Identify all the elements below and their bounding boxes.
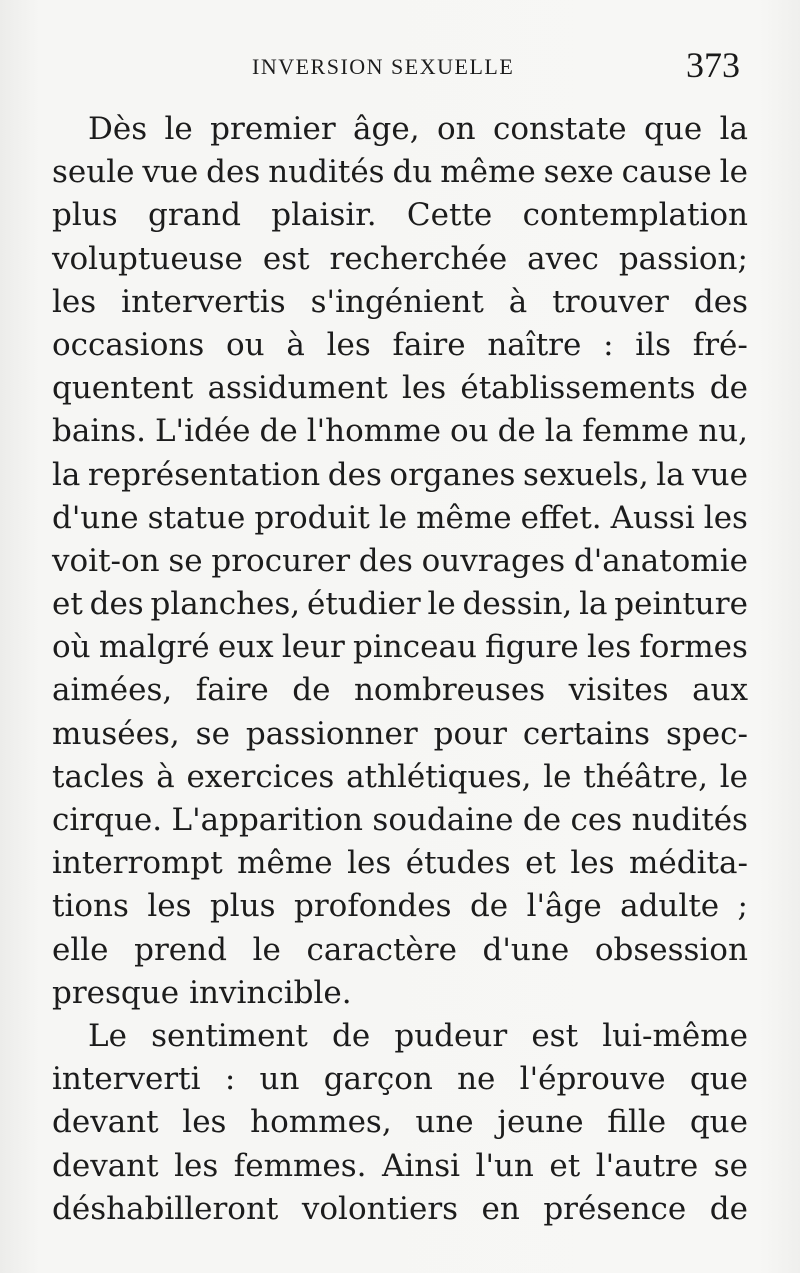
word: les [52,283,97,320]
word: hommes, [250,1104,392,1141]
word: étudier [306,586,421,623]
text-line [52,108,748,151]
word: vue [692,456,748,493]
word: ou [225,326,265,363]
word: interrompt [52,845,223,882]
word: l'homme [306,413,441,450]
word: intervertis [121,283,286,320]
word: de [497,413,536,450]
word: même [416,499,512,536]
word: exercices [186,758,335,795]
word: la [656,456,685,493]
word: Le [88,1017,127,1054]
word: que [689,1061,748,1098]
word: femme [582,413,690,450]
word: le [719,758,748,795]
word: lui-même [602,1017,748,1054]
word: où [52,629,91,666]
word: dessin, [462,586,573,623]
word: cirque. [52,802,163,838]
word: des [327,456,382,493]
word: statue [147,499,246,536]
text-line [52,1015,748,1058]
word: : [603,326,614,363]
word: des [206,154,261,191]
word: représentation [87,456,321,493]
running-head [0,45,800,88]
word: plus [209,888,276,925]
word: l'un [475,1147,534,1184]
word: est [262,240,310,277]
word: tions [52,888,129,925]
word: assidument [207,370,388,407]
word: tacles [52,758,145,795]
word: leur [281,629,345,666]
word: fille [607,1104,667,1141]
word: visites [568,672,669,709]
word: profondes [294,888,452,925]
word: nudités [631,802,748,838]
word: du [392,154,433,191]
word: produit [254,499,370,536]
word: athlétiques, [346,758,532,795]
word: des [89,586,144,623]
text-line [52,842,748,885]
word: voluptueuse [52,240,243,277]
word: pour [433,715,507,752]
body-text [52,108,748,1231]
word: d'une [52,499,139,536]
word: se [168,542,203,579]
word: interverti [52,1061,201,1098]
text-line [52,713,748,756]
word: contemplation [522,197,748,234]
word: : [224,1061,236,1098]
text-line [52,194,748,237]
text-line [52,885,748,928]
word: devant [52,1147,159,1184]
word: nudités [268,154,385,191]
text-line [52,583,748,626]
word: le [378,499,408,536]
word: planches, [150,586,301,623]
word: soudaine [372,802,514,838]
word: naître [487,326,582,363]
word: le [543,758,572,795]
word: de [332,1017,371,1054]
word: premier [210,111,336,147]
text-line [52,799,748,842]
word: plaisir. [271,197,377,234]
word: les [347,845,392,882]
text-line [52,367,748,410]
word: eux [217,629,274,666]
word: vue [142,154,199,191]
word: le [252,931,281,968]
word: nu, [698,413,748,450]
word: voit-on [52,542,160,579]
word: faire [392,326,466,363]
word: L'apparition [171,802,364,838]
word: les [174,1147,219,1184]
word: avec [527,240,599,277]
word: le [427,586,456,623]
word: et [549,1147,581,1184]
word: Aussi [610,499,695,536]
word: en [481,1190,520,1227]
text-line [52,1188,748,1231]
word: recherchée [329,240,508,277]
word: malgré [98,629,210,666]
word: devant [52,1104,159,1141]
word: aux [692,672,748,709]
word: à [286,326,305,363]
word: et [52,586,83,623]
word: obsession [594,931,748,968]
word: de [709,370,748,407]
text-line [52,324,748,367]
word: musées, [52,715,180,752]
word: adulte [620,888,720,925]
word: sexe [543,154,614,191]
text-line [52,1145,748,1188]
word: que [644,111,703,147]
text-line [52,151,748,194]
word: ; [737,888,748,925]
word: les [586,629,632,666]
word: l'autre [595,1147,699,1184]
word: la [579,586,608,623]
word: pinceau [353,629,477,666]
text-line [52,540,748,583]
word: procurer [211,542,351,579]
word: à [156,758,175,795]
word: études [405,845,511,882]
word: est [531,1017,579,1054]
word: le [164,111,193,147]
running-title: INVERSION SEXUELLE [252,54,515,79]
text-line [52,626,748,669]
word: seule [52,154,135,191]
word: la [544,413,574,450]
text-line [52,972,748,1015]
word: trouver [552,283,669,320]
word: une [415,1104,474,1141]
text-line [52,669,748,712]
word: ils [635,326,672,363]
word: les [182,1104,227,1141]
word: présence [543,1190,687,1227]
word: occasions [52,326,205,363]
word: caractère [306,931,457,968]
word: presque [52,974,180,1011]
word: les [326,326,371,363]
word: la [719,111,748,147]
word: même [440,154,536,191]
word: de [292,672,331,709]
word: s'ingénient [310,283,484,320]
word: spec- [666,715,748,752]
word: elle [52,931,109,968]
word: Cette [406,197,493,234]
word: grand [147,197,241,234]
word: effet. [520,499,602,536]
word: à [508,283,528,320]
word: invincible. [189,974,352,1011]
word: volontiers [301,1190,459,1227]
word: se [195,715,230,752]
word: faire [195,672,269,709]
text-line [52,1101,748,1144]
word: d'anatomie [573,542,748,579]
word: un [259,1061,300,1098]
word: et [525,845,556,882]
word: peinture [614,586,748,623]
word: L'idée [154,413,251,450]
word: sentiment [151,1017,308,1054]
word: ces [570,802,623,838]
text-line [52,497,748,540]
word: les [147,888,192,925]
word: se [713,1147,748,1184]
word: constate [492,111,627,147]
word: formes [639,629,748,666]
word: de [259,413,298,450]
word: les [570,845,615,882]
word: passion; [618,240,748,277]
word: fré- [692,326,748,363]
word: Dès [88,111,148,147]
word: pudeur [394,1017,508,1054]
word: certains [522,715,651,752]
text-line [52,756,748,799]
word: quentent [52,370,194,407]
word: l'éprouve [519,1061,666,1098]
text-line [52,454,748,497]
word: on [436,111,476,147]
word: cause [621,154,712,191]
word: plus [52,197,118,234]
text-line [52,281,748,324]
word: de [469,888,509,925]
word: jeune [497,1104,584,1141]
word: théâtre, [583,758,708,795]
text-line [52,1058,748,1101]
word: des [358,542,413,579]
word: âge, [353,111,420,147]
word: que [689,1104,748,1141]
word: garçon [323,1061,433,1098]
word: même [237,845,333,882]
word: ouvrages [421,542,566,579]
word: le [719,154,748,191]
word: ou [449,413,489,450]
word: déshabilleront [52,1190,279,1227]
word: ne [457,1061,496,1098]
word: organes [389,456,516,493]
text-line [52,238,748,281]
word: passionner [245,715,418,752]
text-line [52,929,748,972]
page-number: 373 [686,45,740,85]
word: femmes. [233,1147,367,1184]
word: l'âge [526,888,602,925]
word: de [522,802,562,838]
word: aimées, [52,672,173,709]
word: établissements [460,370,696,407]
word: les [401,370,447,407]
word: bains. [52,413,146,450]
word: sexuels, [522,456,649,493]
word: prend [134,931,227,968]
word: Ainsi [381,1147,461,1184]
word: la [52,456,81,493]
word: les [703,499,748,536]
word: de [709,1190,748,1227]
text-line [52,410,748,453]
word: médita- [629,845,748,882]
word: figure [485,629,579,666]
word: des [693,283,748,320]
word: nombreuses [353,672,546,709]
word: d'une [482,931,570,968]
